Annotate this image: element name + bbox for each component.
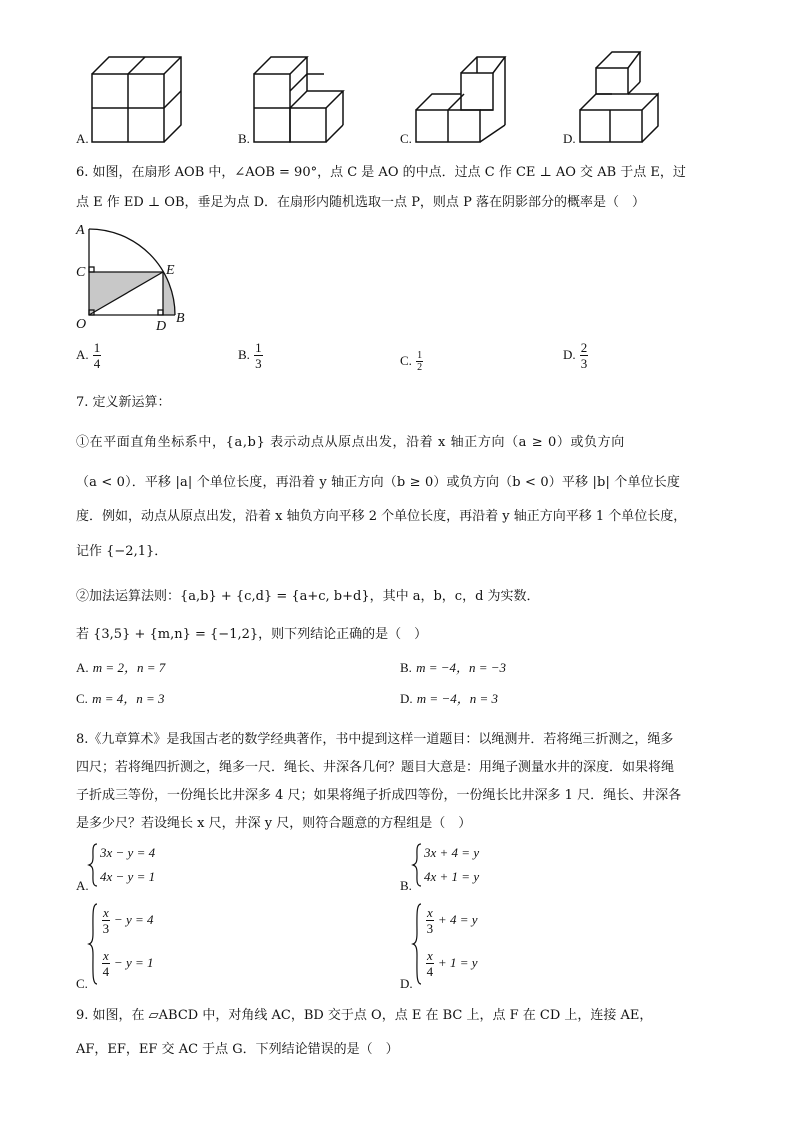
- q7-option-d[interactable]: D. m = −4，n = 3: [400, 691, 498, 706]
- q7-p1-line1: ①在平面直角坐标系中，{a,b} 表示动点从原点出发，沿着 x 轴正方向（a ≥ 0）或负方向: [76, 435, 625, 450]
- q5-figure-d: [578, 50, 673, 145]
- q7-p1-line4: 记作 {−2,1}．: [76, 544, 168, 559]
- q6-label-e: E: [166, 263, 175, 278]
- q8-stem-line3: 子折成三等份，一份绳长比井深多 4 尺；如果将绳子折成四等份，一份绳长比井深多 1 尺．绳长、井深各: [76, 788, 682, 803]
- q8-c-eq2-rest: − y = 1: [113, 955, 154, 970]
- q5-figure-c: [414, 55, 509, 145]
- q6-label-d: D: [156, 319, 167, 334]
- q7-p3: 若 {3,5} + {m,n} = {−1,2}，则下列结论正确的是（ ）: [76, 627, 428, 642]
- brace-icon: [88, 903, 98, 985]
- q8-a-eq2: 4x − y = 1: [100, 869, 156, 884]
- q7-option-a[interactable]: A. m = 2，n = 7: [76, 660, 166, 675]
- q7-option-b[interactable]: B. m = −4，n = −3: [400, 660, 507, 675]
- q7-p2: ②加法运算法则：{a,b} + {c,d} = {a+c, b+d}，其中 a，b，c，d 为实数．: [76, 589, 540, 604]
- q7-p1-line2: （a < 0）．平移 |a| 个单位长度，再沿着 y 轴正方向（b ≥ 0）或负方向（b < 0）平移 |b| 个单位长度: [76, 475, 681, 490]
- q8-d-label: D.: [400, 976, 413, 991]
- q8-stem-line4: 是多少尺？若设绳长 x 尺，井深 y 尺，则符合题意的方程组是（ ）: [76, 816, 472, 831]
- q8-d-eq1-rest: + 4 = y: [437, 912, 478, 927]
- q9-stem-line2: AF，EF，EF 交 AC 于点 G．下列结论错误的是（ ）: [76, 1042, 399, 1057]
- q5-figure-a: [90, 55, 185, 145]
- q8-a-eq1: 3x − y = 4: [100, 845, 156, 860]
- q6-label-b: B: [176, 311, 185, 326]
- q6-label-a: A: [76, 223, 85, 238]
- q6-option-b[interactable]: B. $\frac{1}{3}$: [238, 340, 262, 371]
- q7-title: 7. 定义新运算：: [76, 395, 171, 410]
- q8-c-eq1-rest: − y = 4: [113, 912, 154, 927]
- q8-stem-line2: 四尺；若将绳四折测之，绳多一尺．绳长、井深各几何？题目大意是：用绳子测量水井的深度．如果将绳: [76, 760, 675, 775]
- q5-option-a-label: A.: [76, 131, 89, 146]
- q6-label-c: C: [76, 265, 86, 280]
- q6-option-d[interactable]: D. $\frac{2}{3}$: [563, 340, 588, 371]
- q5-option-d-label: D.: [563, 131, 576, 146]
- q7-p1-line3: 度．例如，动点从原点出发，沿着 x 轴负方向平移 2 个单位长度，再沿着 y 轴正方向平移 1 个单位长度，: [76, 509, 687, 524]
- q6-stem-line2: 点 E 作 ED ⊥ OB，垂足为点 D．在扇形内随机选取一点 P，则点 P 落在阴影部分的概率是（ ）: [76, 195, 645, 210]
- q8-stem-line1: 8.《九章算术》是我国古老的数学经典著作，书中提到这样一道题目：以绳测井．若将绳三折测之，绳多: [76, 732, 674, 747]
- q6-sector-figure: [76, 222, 196, 332]
- brace-icon: [412, 903, 422, 985]
- q6-stem-line1: 6. 如图，在扇形 AOB 中，∠AOB = 90°，点 C 是 AO 的中点．过点 C 作 CE ⊥ AO 交 AB 于点 E，过: [76, 165, 686, 180]
- q6-option-c[interactable]: C. $\frac{1}{2}$: [400, 350, 423, 373]
- q6-option-a[interactable]: A. $\frac{1}{4}$: [76, 340, 101, 371]
- q8-d-eq2-rest: + 1 = y: [437, 955, 478, 970]
- q8-a-label: A.: [76, 878, 89, 893]
- q8-b-label: B.: [400, 878, 412, 893]
- brace-icon: [412, 843, 422, 887]
- q8-b-eq2: 4x + 1 = y: [424, 869, 480, 884]
- q7-option-c[interactable]: C. m = 4，n = 3: [76, 691, 165, 706]
- q8-c-label: C.: [76, 976, 88, 991]
- brace-icon: [88, 843, 98, 887]
- q5-option-b-label: B.: [238, 131, 250, 146]
- q9-stem-line1: 9. 如图，在 ▱ABCD 中，对角线 AC，BD 交于点 O，点 E 在 BC 上，点 F 在 CD 上，连接 AE，: [76, 1008, 653, 1023]
- q6-label-o: O: [76, 317, 87, 332]
- q8-b-eq1: 3x + 4 = y: [424, 845, 480, 860]
- q5-figure-b: [252, 55, 347, 145]
- q5-option-c-label: C.: [400, 131, 412, 146]
- q6-shaded-segment: [163, 272, 175, 315]
